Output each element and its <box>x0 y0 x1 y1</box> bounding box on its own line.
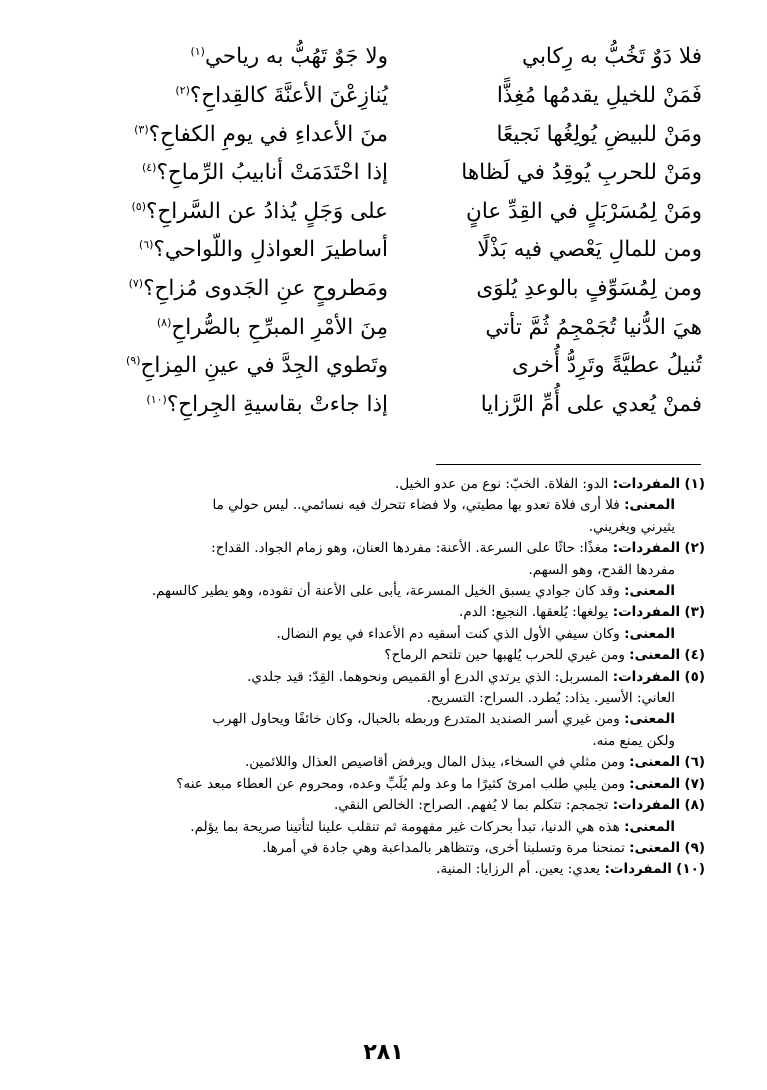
footnote-line <box>60 667 705 688</box>
footnote-text: ومن غيري أسر الصنديد المتدرع وربطه بالحبال، وكان خائفًا ويحاول الهرب <box>212 711 620 728</box>
footnote-line <box>60 774 705 795</box>
footnote-label: المعنى: <box>629 839 681 856</box>
footnote-text: الدو: الفلاة. الخبّ: نوع من عدو الخيل. <box>395 476 609 492</box>
footnote-marker: (٤) <box>141 161 157 175</box>
verse-second-hemistich: وتَطوي الجِدَّ في عينِ المِزاحِ <box>140 353 388 379</box>
footnote-label: المفردات: <box>604 861 672 878</box>
footnote-number: (٤) <box>684 647 705 664</box>
footnote-text: ومن يلبي طلب امرئ كثيرًا ما وعد ولم يُلَبِّ وعده، ومحروم عن العطاء مبعد عنه؟ <box>176 775 625 792</box>
footnote-line <box>60 560 705 581</box>
verse <box>70 385 702 424</box>
footnote-line <box>60 581 705 602</box>
verse-second-hemistich: إذا احْتَدَمَتْ أنابيبُ الرِّماحِ؟ <box>156 160 388 186</box>
verse-second-hemistich: أساطيرَ العواذلِ واللّواحي؟ <box>153 237 388 263</box>
verse <box>70 347 702 386</box>
footnote-text: المسربل: الذي يرتدي الدرع أو القميص ونحوهما. القِدّ: قيد جلدي. <box>247 668 609 685</box>
footnote-marker: (٦) <box>138 238 154 252</box>
footnote-text: يثيرني ويغريني. <box>588 518 675 535</box>
footnote-text: وكان سيفي الأول الذي كنت أسقيه دم الأعداء في يوم النضال. <box>276 625 620 642</box>
verse <box>70 192 702 231</box>
verse-second-hemistich-wrap <box>70 122 388 148</box>
footnote-text: ولكن يمنع منه. <box>592 732 675 749</box>
verse-second-hemistich-wrap <box>70 160 388 186</box>
footnote-text: ومن مثلي في السخاء، يبذل المال ويرفض أقاصيص العذال واللائمين. <box>244 754 625 771</box>
verse <box>70 77 702 116</box>
footnote-label: المفردات: <box>612 540 681 557</box>
footnote-marker: (١) <box>190 45 205 59</box>
footnote-line <box>60 474 705 495</box>
footnote-line <box>60 838 705 859</box>
footnote-text: مغذًا: حاثًا على السرعة. الأعنة: مفردها العنان، وهو زمام الجواد. القداح: <box>211 540 609 557</box>
verse <box>70 154 702 193</box>
verse-first-hemistich: فلا دَوٌ تَخُبُّ به رِكابي <box>522 44 702 70</box>
verse-second-hemistich-wrap <box>70 315 388 341</box>
verse-second-hemistich: ومَطروحٍ عنِ الجَدوى مُزاحِ؟ <box>143 275 388 301</box>
verse-first-hemistich: ومَنْ للبيضِ يُولِغُها نَجيعًا <box>496 121 702 147</box>
footnote-number: (٦) <box>684 754 705 771</box>
footnote-number: (١) <box>684 476 705 492</box>
verse-first-hemistich: ومَنْ للحربِ يُوقِدُ في لَظاها <box>461 160 702 186</box>
verse-first-hemistich: فَمَنْ للخيلِ يقدمُها مُغِذًّا <box>496 82 702 108</box>
verse-first-hemistich: تُنيلُ عطيَّةً وتَرِدُّ أُخرى <box>512 353 702 379</box>
footnote-label: المعنى: <box>624 818 675 835</box>
verse-first-hemistich: ومَنْ لِمُسَرْبَلٍ في القِدِّ عانٍ <box>466 198 702 224</box>
verse-second-hemistich-wrap <box>70 276 388 302</box>
footnote-marker: (٩) <box>125 353 141 367</box>
footnote-marker: (٢) <box>175 83 190 97</box>
verse-first-hemistich: ومن للمالِ يَعْصي فيه بَذْلًا <box>477 237 702 263</box>
footnote-label: المفردات: <box>612 797 681 814</box>
footnote-label: المعنى: <box>629 754 681 771</box>
footnote-number: (٩) <box>684 839 705 856</box>
footnote-text: العاني: الأسير. يذاد: يُطرد. السراح: التسريح. <box>426 690 675 707</box>
verse <box>70 231 702 270</box>
footnote-label: المفردات: <box>612 476 681 492</box>
page-number: ٢٨١ <box>363 1040 404 1065</box>
footnote-line <box>60 859 705 880</box>
footnote-label: المعنى: <box>624 625 675 642</box>
verse-second-hemistich: إذا جاءتْ بقاسيةِ الجِراحِ؟ <box>166 391 388 417</box>
footnote-number: (٥) <box>684 668 705 685</box>
footnote-text: ومن غيري للحرب يُلهبها حين تلتحم الرماح؟ <box>384 647 625 664</box>
footnote-number: (٧) <box>684 775 705 792</box>
footnote-text: وقد كان جوادي يسبق الخيل المسرعة، يأبى على الأعنة أن تقوده، وهو يطير كالسهم. <box>151 583 620 600</box>
footnote-line <box>60 495 705 516</box>
footnote-number: (٣) <box>684 604 705 621</box>
footnote-text: مفردها القدح، وهو السهم. <box>528 561 675 578</box>
verse-second-hemistich: منَ الأعداءِ في يومِ الكفاحِ؟ <box>148 121 388 147</box>
footnote-label: المعنى: <box>624 711 675 728</box>
footnote-line <box>60 602 705 623</box>
verse-second-hemistich-wrap <box>70 199 388 225</box>
footnote-label: المعنى: <box>624 497 675 514</box>
footnote-text: فلا أرى فلاة تعدو بها مطيتي، ولا فضاء تتحرك فيه نسائمي.. ليس حولي ما <box>212 497 620 514</box>
footnote-marker: (٥) <box>131 199 146 213</box>
footnote-line <box>60 752 705 773</box>
footnote-label: المعنى: <box>624 583 675 600</box>
footnote-label: المفردات: <box>612 604 681 621</box>
footnote-divider <box>436 464 701 465</box>
verse <box>70 270 702 309</box>
verse-second-hemistich-wrap <box>70 237 388 263</box>
footnote-text: يعدي: يعين. أم الرزايا: المنية. <box>436 861 601 878</box>
footnote-line <box>60 817 705 838</box>
footnotes <box>60 474 705 881</box>
verse-second-hemistich: ولا جَوٌ تَهُبُّ به رياحي <box>204 44 388 70</box>
verse-second-hemistich: مِنَ الأمْرِ المبرِّحِ بالصُّراحِ <box>171 314 388 340</box>
verse-second-hemistich-wrap <box>70 353 388 379</box>
verse-second-hemistich-wrap <box>70 83 388 109</box>
verse-first-hemistich: فمنْ يُعدي على أُمِّ الرَّزايا <box>480 391 702 417</box>
footnote-number: (٢) <box>684 540 705 557</box>
footnote-label: المعنى: <box>629 775 681 792</box>
footnote-line <box>60 538 705 559</box>
verse-second-hemistich-wrap <box>70 44 388 70</box>
verse <box>70 308 702 347</box>
verse <box>70 115 702 154</box>
footnote-line <box>60 645 705 666</box>
footnote-marker: (١٠) <box>146 392 167 406</box>
poem <box>70 38 702 424</box>
footnote-line <box>60 688 705 709</box>
footnote-line <box>60 517 705 538</box>
footnote-marker: (٣) <box>134 122 149 136</box>
footnote-marker: (٨) <box>156 315 172 329</box>
verse <box>70 38 702 77</box>
footnote-text: تجمجم: تتكلم بما لا يُفهم. الصراح: الخالص النقي. <box>333 797 609 814</box>
verse-second-hemistich: يُنازِعْنَ الأعنَّةَ كالقِداحِ؟ <box>189 82 388 108</box>
verse-first-hemistich: ومن لِمُسَوِّفٍ بالوعدِ يُلوَى <box>476 275 702 301</box>
footnote-line <box>60 709 705 730</box>
footnote-line <box>60 624 705 645</box>
footnote-text: هذه هي الدنيا، تبدأ بحركات غير مفهومة ثم تنقلب علينا لتأتينا صريحة بما يؤلم. <box>190 818 620 835</box>
footnote-number: (٨) <box>684 797 705 814</box>
verse-second-hemistich-wrap <box>70 392 388 418</box>
verse-second-hemistich: على وَجَلٍ يُذادُ عن السَّراحِ؟ <box>145 198 388 224</box>
verse-first-hemistich: هيَ الدُّنيا تُجَمْجِمُ ثُمَّ تأتي <box>485 314 702 340</box>
footnote-line <box>60 731 705 752</box>
footnote-number: (١٠) <box>676 861 705 878</box>
footnote-marker: (٧) <box>128 276 144 290</box>
footnote-text: يولغها: يُلعقها. النجيع: الدم. <box>459 604 609 621</box>
footnote-label: المعنى: <box>629 647 681 664</box>
footnote-line <box>60 795 705 816</box>
footnote-text: تمنحنا مرة وتسلبنا أخرى، وتتظاهر بالمداعبة وهي جادة في أمرها. <box>262 839 625 856</box>
footnote-label: المفردات: <box>612 668 681 685</box>
